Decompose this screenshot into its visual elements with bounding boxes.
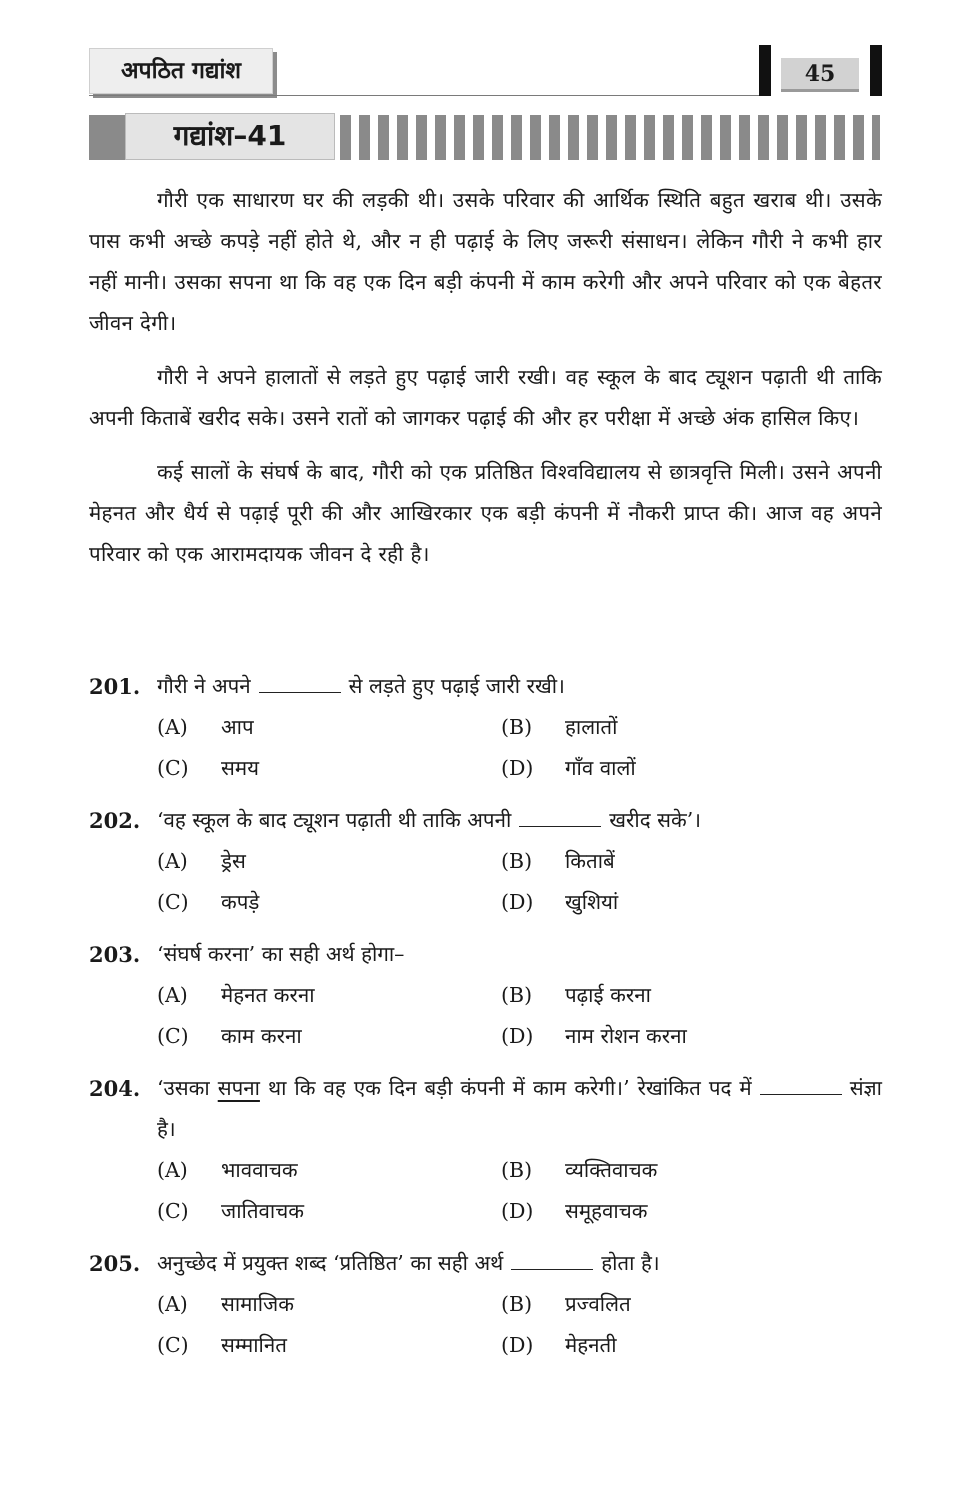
question-204 bbox=[89, 1068, 882, 1232]
question-text: गौरी ने अपने से लड़ते हुए पढ़ाई जारी रखी। bbox=[157, 666, 882, 707]
page-number-bar-right bbox=[870, 45, 882, 96]
question-205 bbox=[89, 1243, 882, 1366]
question-list bbox=[89, 666, 882, 1377]
banner-stripes bbox=[340, 115, 880, 160]
option-d: (D) गाँव वालों bbox=[501, 756, 636, 780]
option-a: (A) आप bbox=[157, 715, 254, 739]
question-text: ‘वह स्कूल के बाद ट्यूशन पढ़ाती थी ताकि अपनी खरीद सके’। bbox=[157, 800, 882, 841]
option-a: (A) भाववाचक bbox=[157, 1158, 298, 1182]
option-a: (A) ड्रेस bbox=[157, 849, 246, 873]
question-text: ‘उसका सपना था कि वह एक दिन बड़ी कंपनी में काम करेगी।’ रेखांकित पद में संज्ञा है। bbox=[157, 1068, 882, 1150]
answer-blank bbox=[760, 1070, 842, 1095]
option-c: (C) काम करना bbox=[157, 1024, 302, 1048]
answer-blank bbox=[519, 802, 601, 827]
answer-blank bbox=[511, 1245, 593, 1270]
question-number: 205. bbox=[89, 1251, 141, 1276]
question-201 bbox=[89, 666, 882, 789]
section-title: अपठित गद्यांश bbox=[89, 48, 273, 94]
option-c: (C) सम्मानित bbox=[157, 1333, 287, 1357]
question-text: अनुच्छेद में प्रयुक्त शब्द ‘प्रतिष्ठित’ का सही अर्थ होता है। bbox=[157, 1243, 882, 1284]
passage-paragraph: गौरी एक साधारण घर की लड़की थी। उसके परिवार की आर्थिक स्थिति बहुत खराब थी। उसके पास कभी अच्छे कपड़े नहीं होते थे, और न ही पढ़ाई के लिए जरूरी संसाधन। लेकिन गौरी ने कभी हार नहीं मानी। उसका सपना था कि वह एक दिन बड़ी कंपनी में काम करेगी और अपने परिवार को एक बेहतर जीवन देगी। bbox=[89, 188, 882, 335]
passage-paragraph: कई सालों के संघर्ष के बाद, गौरी को एक प्रतिष्ठित विश्वविद्यालय से छात्रवृत्ति मिली। उसने अपनी मेहनत और धैर्य से पढ़ाई पूरी की और आखिरकार एक बड़ी कंपनी में नौकरी प्राप्त की। आज वह अपने परिवार को एक आरामदायक जीवन दे रही है। bbox=[89, 460, 882, 566]
option-d: (D) खुशियां bbox=[501, 890, 619, 914]
question-number: 202. bbox=[89, 808, 141, 833]
answer-blank bbox=[259, 668, 341, 693]
option-d: (D) मेहनती bbox=[501, 1333, 617, 1357]
option-b: (B) प्रज्वलित bbox=[501, 1292, 631, 1316]
page-number-bar-left bbox=[759, 45, 771, 96]
passage-title: गद्यांश–41 bbox=[125, 113, 335, 160]
page-number: 45 bbox=[781, 58, 859, 92]
option-a: (A) मेहनत करना bbox=[157, 983, 315, 1007]
question-number: 204. bbox=[89, 1076, 141, 1101]
question-number: 203. bbox=[89, 942, 141, 967]
option-b: (B) व्यक्तिवाचक bbox=[501, 1158, 658, 1182]
option-d: (D) समूहवाचक bbox=[501, 1199, 648, 1223]
option-b: (B) पढ़ाई करना bbox=[501, 983, 651, 1007]
option-b: (B) किताबें bbox=[501, 849, 615, 873]
passage bbox=[89, 180, 882, 588]
option-c: (C) जातिवाचक bbox=[157, 1199, 304, 1223]
question-text: ‘संघर्ष करना’ का सही अर्थ होगा– bbox=[157, 942, 405, 966]
question-202 bbox=[89, 800, 882, 923]
option-b: (B) हालातों bbox=[501, 715, 618, 739]
underlined-word: सपना bbox=[217, 1076, 260, 1100]
question-number: 201. bbox=[89, 674, 141, 699]
option-c: (C) समय bbox=[157, 756, 260, 780]
banner-lead-block bbox=[89, 115, 125, 160]
header-rule bbox=[89, 95, 760, 96]
option-a: (A) सामाजिक bbox=[157, 1292, 295, 1316]
option-c: (C) कपड़े bbox=[157, 890, 260, 914]
passage-paragraph: गौरी ने अपने हालातों से लड़ते हुए पढ़ाई जारी रखी। वह स्कूल के बाद ट्यूशन पढ़ाती थी ताकि अपनी किताबें खरीद सके। उसने रातों को जागकर पढ़ाई की और हर परीक्षा में अच्छे अंक हासिल किए। bbox=[89, 365, 882, 430]
question-203 bbox=[89, 934, 882, 1057]
option-d: (D) नाम रोशन करना bbox=[501, 1024, 687, 1048]
